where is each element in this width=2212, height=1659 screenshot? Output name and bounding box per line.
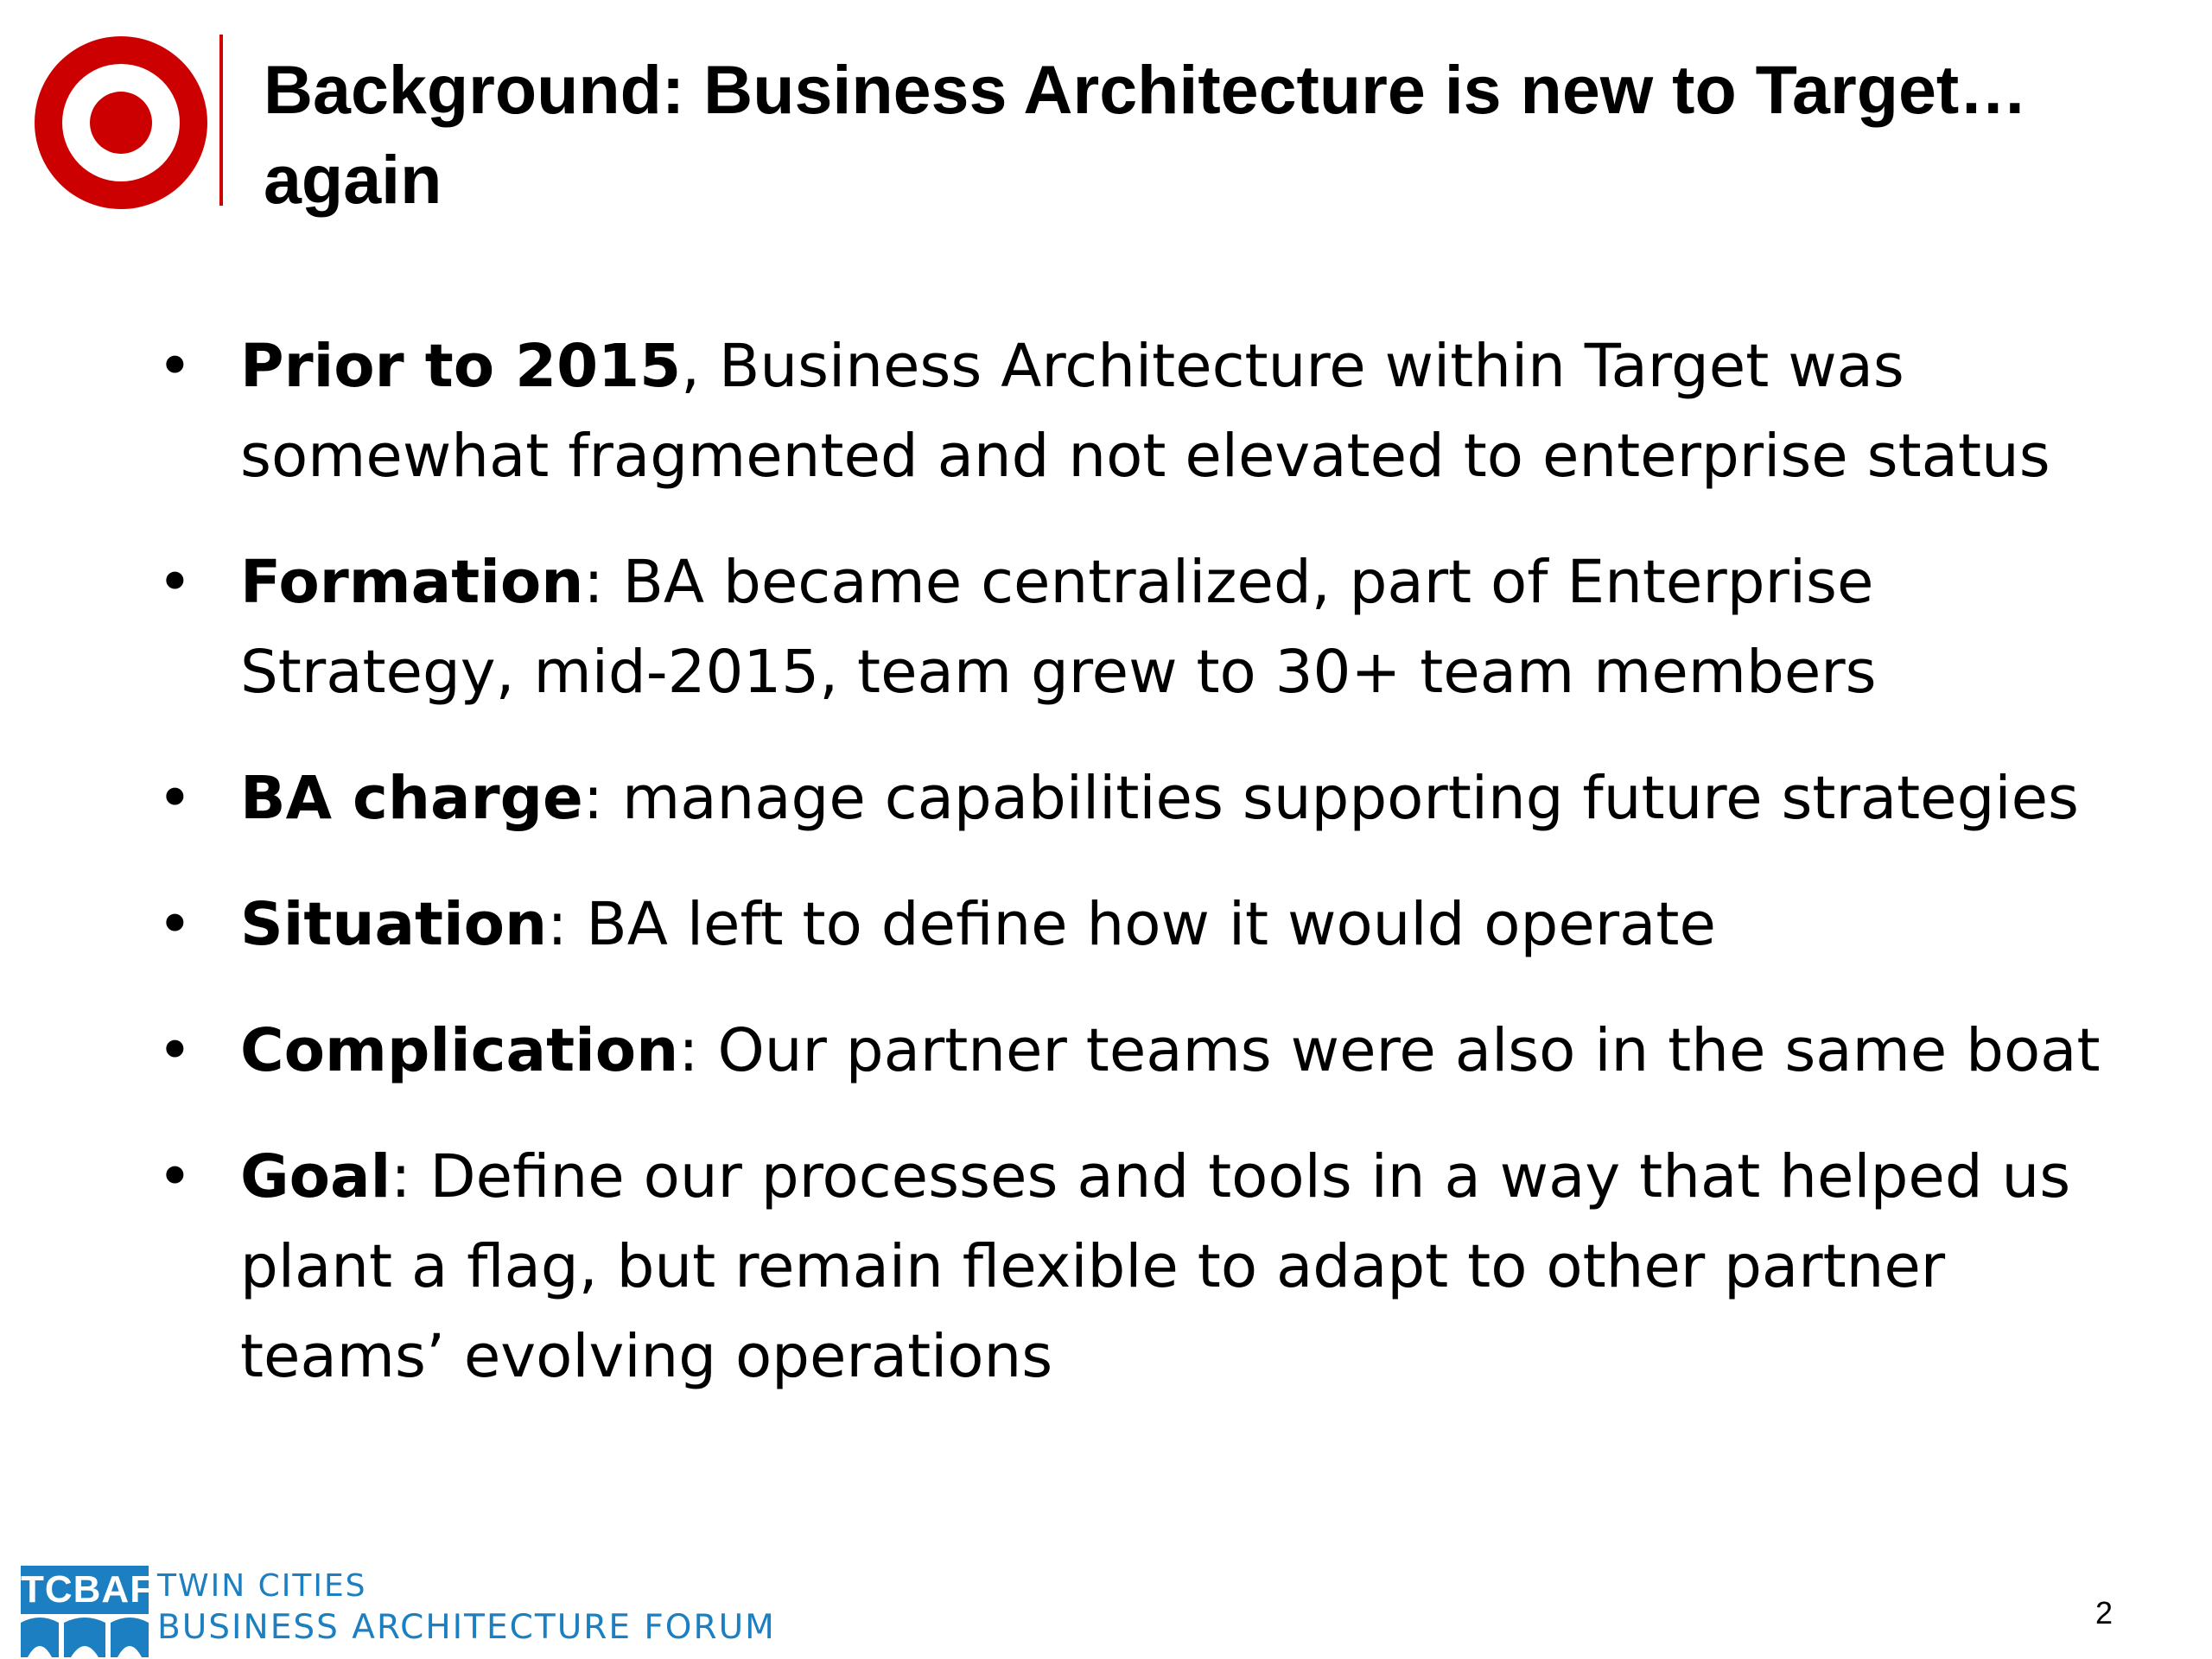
bullet-text: : BA left to define how it would operate	[547, 890, 1716, 959]
bullet-term: Formation	[240, 548, 584, 617]
bullet-dot: •	[157, 1142, 193, 1211]
bullet-text: : Our partner teams were also in the same boat	[678, 1016, 2101, 1085]
forum-city-name: TWIN CITIES	[157, 1568, 367, 1604]
forum-name: BUSINESS ARCHITECTURE FORUM	[157, 1608, 776, 1647]
list-item	[147, 321, 2117, 501]
bullet-text: : Define our processes and tools in a way that helped us plant a flag, but remain flexible to adapt to other partner teams’ evolving operations	[240, 1142, 2071, 1391]
bullet-dot: •	[157, 1016, 193, 1085]
list-item	[147, 753, 2117, 843]
bullet-term: Situation	[240, 890, 548, 959]
list-item	[147, 1132, 2117, 1402]
bullet-term: Complication	[240, 1016, 679, 1085]
bridge-arches-icon	[21, 1616, 149, 1657]
bullet-term: BA charge	[240, 764, 583, 833]
footer-logo	[21, 1566, 776, 1657]
page-number: 2	[2095, 1595, 2113, 1630]
bullet-list	[147, 321, 2117, 1438]
bullet-text: : BA became centralized, part of Enterprise Strategy, mid-2015, team grew to 30+ team members	[240, 548, 1877, 707]
bullet-text: : manage capabilities supporting future strategies	[582, 764, 2079, 833]
list-item	[147, 880, 2117, 969]
bullet-text: , Business Architecture within Target was somewhat fragmented and not elevated to enterprise status	[240, 332, 2050, 491]
bullet-dot: •	[157, 890, 193, 959]
bullet-term: Prior to 2015	[240, 332, 682, 401]
title-divider	[219, 35, 223, 206]
list-item	[147, 1006, 2117, 1096]
target-bullseye-icon	[35, 36, 207, 209]
list-item	[147, 537, 2117, 717]
tcbaf-abbreviation: TCBAF	[21, 1566, 149, 1614]
bullet-term: Goal	[240, 1142, 391, 1211]
tcbaf-logo-block	[21, 1566, 155, 1657]
bullet-dot: •	[157, 332, 193, 401]
bullet-dot: •	[157, 764, 193, 833]
bullet-dot: •	[157, 548, 193, 617]
page-title: Background: Business Architecture is new to Target…again	[264, 51, 2028, 218]
